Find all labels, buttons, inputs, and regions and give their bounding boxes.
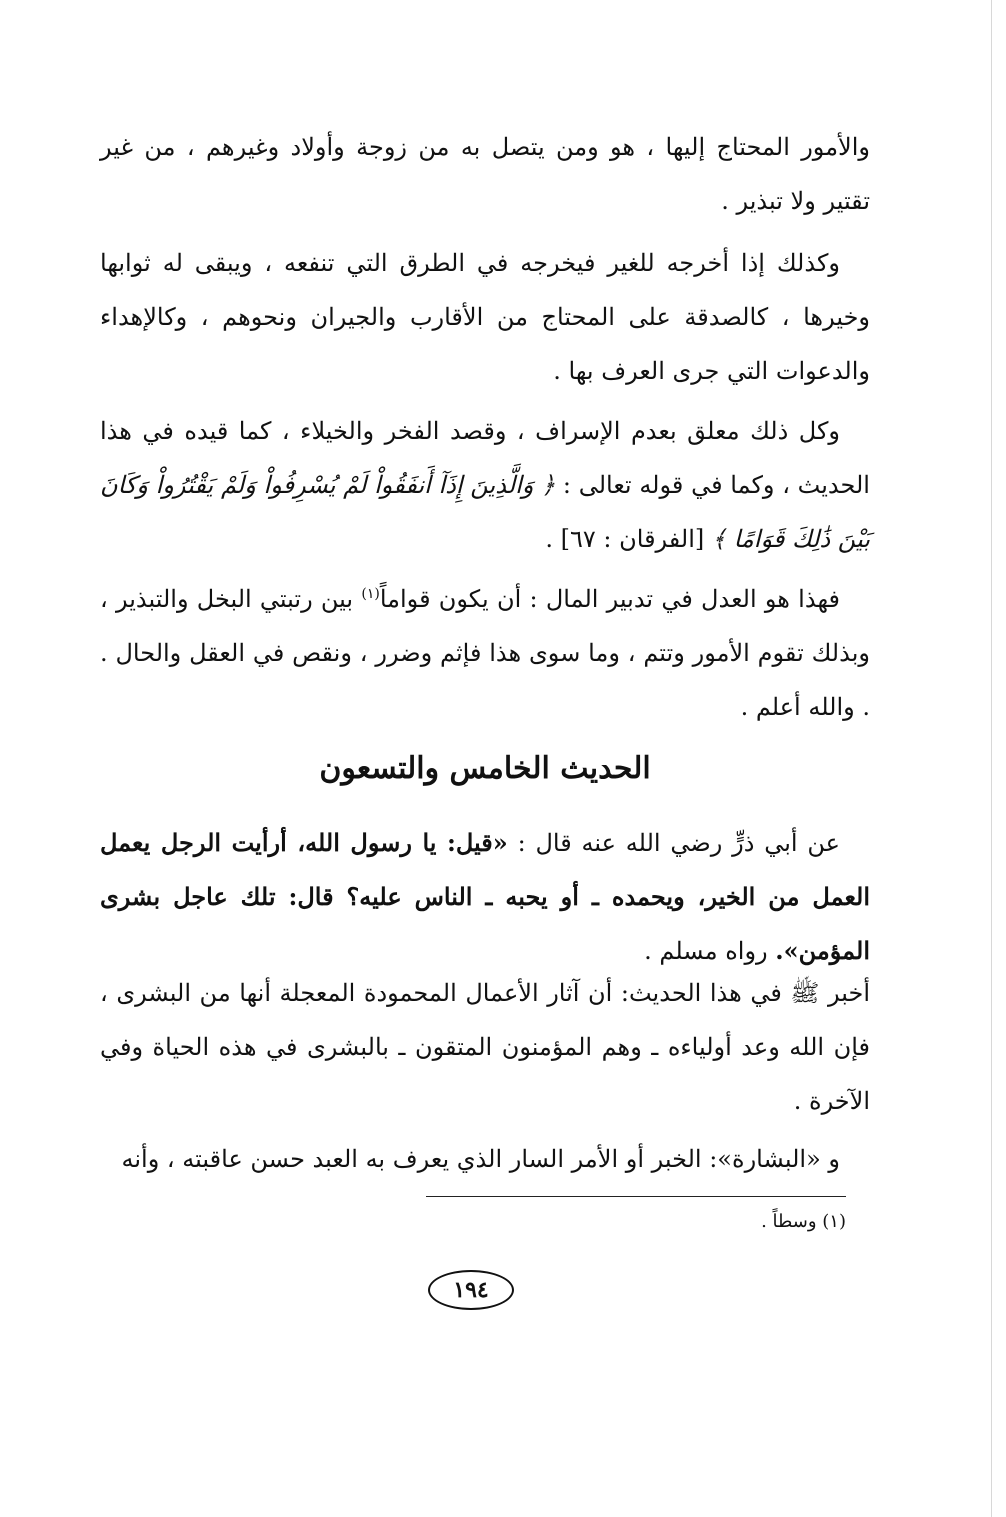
quran-reference: [الفرقان : ٦٧] . — [545, 525, 705, 553]
paragraph-1 — [100, 120, 870, 228]
quran-verse: ﴿ وَالَّذِينَ إِذَآ أَنفَقُواْ لَمْ يُسْرِفُواْ وَلَمْ يَقْتُرُواْ وَكَانَ بَيْنَ ذَٰلِكَ قَوَامًا ﴾ — [100, 471, 870, 553]
hadith-source: رواه مسلم . — [644, 937, 768, 965]
hadith-narrator: عن أبي ذرٍّ رضي الله عنه قال : — [517, 829, 840, 857]
footnote-separator — [426, 1196, 846, 1197]
paragraph-1-text: والأمور المحتاج إليها ، هو ومن يتصل به من زوجة وأولاد وغيرهم ، من غير تقتير ولا تبذير . — [100, 133, 870, 215]
paragraph-3 — [100, 404, 870, 566]
hadith-heading: الحديث الخامس والتسعون — [319, 751, 651, 786]
paragraph-4 — [100, 572, 870, 734]
paragraph-7 — [100, 1132, 870, 1186]
paragraph-2 — [100, 236, 870, 398]
paragraph-4-after: بين رتبتي البخل والتبذير ، وبذلك تقوم الأمور وتتم ، وما سوى هذا فإثم وضرر ، ونقص في العقل والحال . . والله أعلم . — [100, 585, 870, 721]
paragraph-3-text — [100, 404, 870, 566]
paragraph-7-text: و «البشارة»: الخبر أو الأمر السار الذي يعرف به العبد حسن عاقبته ، وأنه — [121, 1145, 840, 1173]
paragraph-4-before: فهذا هو العدل في تدبير المال : أن يكون قواماً — [379, 585, 840, 613]
paragraph-3-body: وكل ذلك معلق بعدم الإسراف ، وقصد الفخر والخيلاء ، كما قيده في هذا الحديث ، وكما في قوله تعالى : — [100, 417, 870, 499]
hadith-text: «قيل: يا رسول الله، أرأيت الرجل يعمل العمل من الخير، ويحمده ـ أو يحبه ـ الناس عليه؟ قال: تلك عاجل بشرى المؤمن». — [100, 828, 870, 965]
footnote: (١) وسطاً . — [761, 1211, 846, 1232]
paragraph-5 — [100, 816, 870, 978]
paragraph-4-text — [100, 572, 870, 734]
page-edge-line — [991, 0, 992, 1517]
paragraph-6-text: أخبر ﷺ في هذا الحديث: أن آثار الأعمال المحمودة المعجلة أنها من البشرى ، فإن الله وعد أولياءه ـ وهم المؤمنون المتقون ـ بالبشرى في هذه الحياة وفي الآخرة . — [100, 979, 870, 1115]
page-number: ١٩٤ — [428, 1270, 514, 1310]
footnote-marker: (١) — [361, 586, 380, 602]
paragraph-5-text — [100, 816, 870, 978]
paragraph-6 — [100, 966, 870, 1128]
paragraph-2-text: وكذلك إذا أخرجه للغير فيخرجه في الطرق التي تنفعه ، ويبقى له ثوابها وخيرها ، كالصدقة على المحتاج من الأقارب والجيران ونحوهم ، وكالإهداء والدعوات التي جرى العرف بها . — [100, 249, 870, 385]
